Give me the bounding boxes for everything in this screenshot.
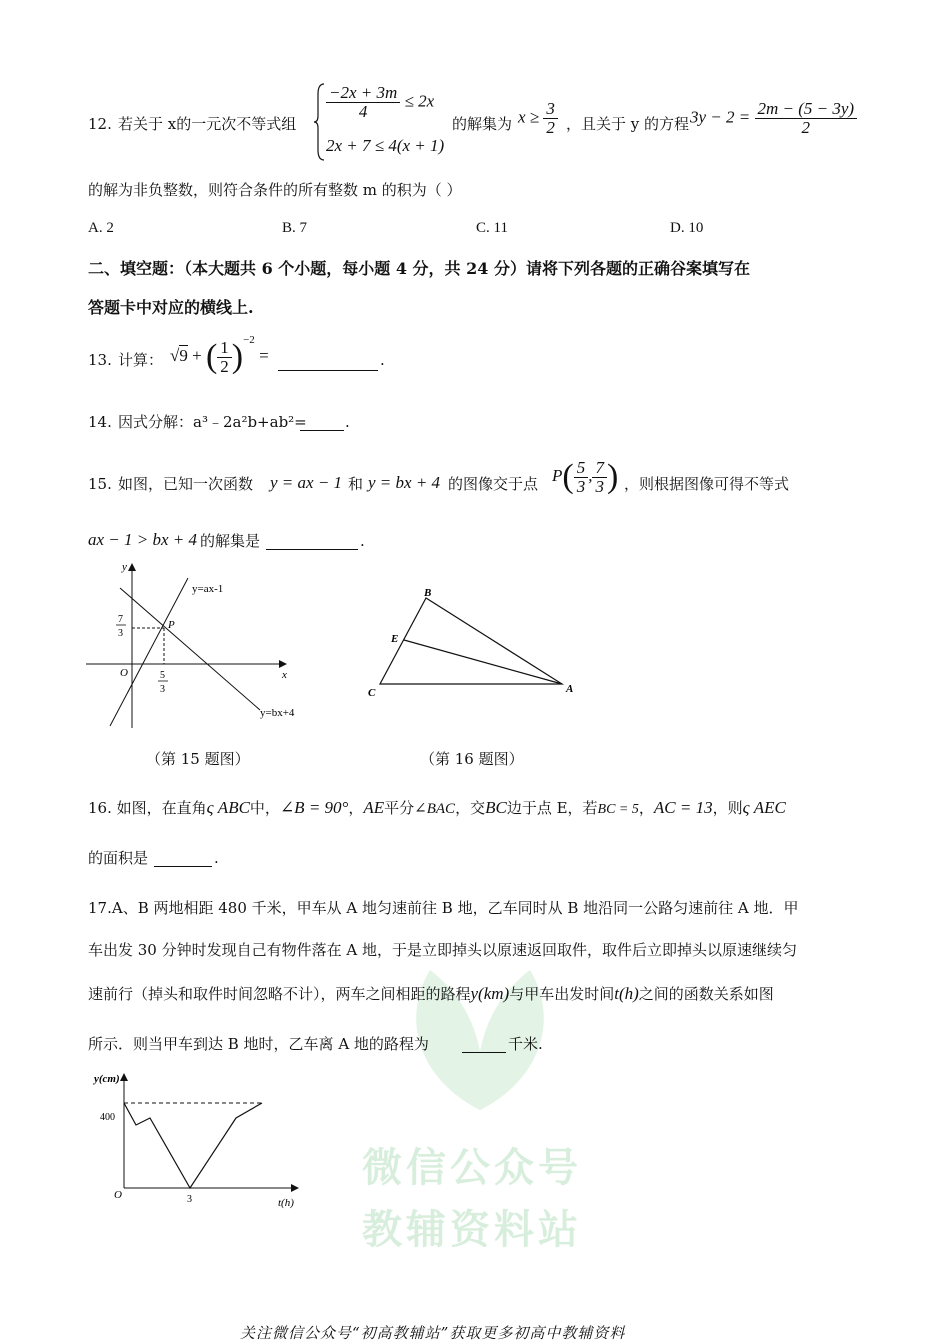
figure-16 — [362, 586, 582, 702]
q16-t6: 边于点 E，若 — [506, 799, 598, 817]
q16-line1 — [88, 798, 786, 820]
q13-exponent: −2 — [243, 334, 255, 346]
q17-number: 17. — [88, 899, 112, 917]
q16-t5: ，交 — [455, 799, 486, 817]
q14-number: 14. — [88, 413, 112, 431]
q13-equals: = — [259, 346, 269, 365]
q15-py-den: 3 — [595, 476, 604, 496]
q13-number: 13. — [88, 351, 112, 369]
q15-number: 15. — [88, 475, 112, 493]
q13-end: . — [380, 351, 385, 369]
sqrt-icon: √ — [170, 346, 180, 365]
fig15-xtick-den: 3 — [160, 684, 165, 695]
q12-ineq1-num: −2x + 3m — [326, 84, 400, 103]
q12-sol-lhs: x ≥ — [518, 107, 540, 127]
fig15-label-1: y=ax-1 — [192, 583, 224, 595]
q17-line1 — [88, 898, 799, 918]
q17-line4a: 所示．则当甲车到达 B 地时，乙车离 A 地的路程为 — [88, 1035, 429, 1053]
q16-ac13: AC = 13 — [653, 798, 713, 817]
fig17-tick-3: 3 — [187, 1194, 192, 1205]
q13-plus: + — [192, 346, 202, 365]
q14-end: . — [345, 413, 350, 431]
section2-heading-line1: 二、填空题：（本大题共 6 个小题，每小题 4 分，共 24 分）请将下列各题的正确谷案填写在 — [88, 259, 750, 278]
fig15-p-label: P — [168, 619, 175, 631]
q12-brace — [314, 82, 326, 162]
q15-lead: 如图，已知一次函数 — [118, 475, 254, 493]
q16-t3: ， — [348, 799, 364, 817]
q15-px-num: 5 — [574, 459, 589, 478]
q16-bac: ∠BAC — [414, 801, 456, 817]
section2-heading-line2: 答题卡中对应的横线上. — [88, 298, 254, 317]
q12-choice-c: C. 11 — [476, 220, 508, 236]
fig16-a: A — [566, 683, 574, 695]
q12-mid: 的解集为 — [452, 115, 513, 133]
q12-ineq1 — [326, 84, 434, 121]
q16-t1: 如图，在直角 — [116, 799, 207, 817]
q17-answer-blank[interactable] — [462, 1034, 506, 1053]
fig16-bisector — [404, 640, 562, 684]
fig17-origin: O — [114, 1189, 122, 1201]
q17-line3 — [88, 984, 774, 1004]
q15-line2: 的解集是 — [200, 532, 261, 550]
footer-promo: 关注微信公众号“初高教辅站”获取更多初高中教辅资料 — [240, 1324, 626, 1342]
fig16-c: C — [368, 687, 376, 699]
q17-line3c: 之间的函数关系如图 — [638, 985, 774, 1003]
q15-end: . — [360, 532, 365, 550]
q12-choice-a: A. 2 — [88, 220, 114, 236]
q17-ykm: y(km) — [470, 984, 510, 1003]
q16-t2: 中， — [249, 799, 280, 817]
figure-17 — [88, 1068, 308, 1210]
q15-answer-blank[interactable] — [266, 531, 358, 550]
fig15-y-label: y — [122, 561, 127, 573]
watermark-line2: 教辅资料站 — [362, 1207, 582, 1253]
q12-sol-den: 2 — [546, 118, 555, 137]
q17-line4b: 千米. — [508, 1035, 543, 1053]
q15-f2: y = bx + 4 — [368, 473, 441, 492]
q17-line3b: 与甲车出发时间 — [509, 985, 615, 1003]
fig17-tick-400: 400 — [100, 1112, 115, 1123]
q16-t7: ， — [638, 799, 654, 817]
q13-frac-num: 1 — [217, 339, 232, 358]
q16-tri1: ς ABC — [206, 798, 250, 817]
q13-expression: √9 + ( $\frac{1}{2}$ )$^{-2}$ = — [170, 334, 269, 376]
q12-choice-d: D. 10 — [670, 220, 704, 236]
q16-answer-blank[interactable] — [154, 848, 212, 867]
q13-answer-blank[interactable] — [278, 352, 378, 371]
q12-choice-b: B. 7 — [282, 220, 308, 236]
q13-sqrt-value: 9 — [179, 346, 188, 365]
q13-lead: 计算： — [118, 351, 164, 369]
q12-ineq1-den: 4 — [358, 102, 368, 121]
q15-px-den: 3 — [576, 476, 586, 496]
q16-t8: ，则 — [712, 799, 743, 817]
fig15-x-label: x — [282, 669, 287, 681]
fig15-ytick-den: 3 — [118, 628, 123, 639]
q15-tail: ，则根据图像可得不等式 — [624, 475, 790, 493]
fig15-origin: O — [120, 667, 128, 679]
q16-tri2: ς AEC — [742, 798, 786, 817]
q17-th: t(h) — [614, 984, 639, 1003]
fig15-line-bx+4 — [120, 588, 260, 710]
q17-line2: 车出发 30 分钟时发现自己有物件落在 A 地，于是立即掉头以原速返回取件，取件后立即掉头以原速继续匀 — [88, 941, 797, 959]
q15-line2-math: ax − 1 > bx + 4 — [88, 530, 198, 549]
q16-ae: AE — [363, 798, 385, 817]
q16-line2: 的面积是 — [88, 849, 149, 867]
fig16-e: E — [391, 633, 399, 645]
q16-bc5: BC = 5 — [597, 802, 639, 817]
watermark-line1: 微信公众号 — [362, 1145, 582, 1191]
q15-point: P( $\frac{5}{3}$ , $\frac{7}{3}$ ) — [552, 457, 619, 496]
q14-text: 因式分解：a³﹣2a²b+ab²= — [118, 413, 307, 431]
figure-15 — [80, 558, 320, 736]
fig16-caption: （第 16 题图） — [420, 750, 524, 768]
q12-solution — [518, 100, 558, 137]
fig15-xtick-num: 5 — [160, 670, 165, 681]
q12-number: 12. — [88, 115, 112, 133]
fig17-ylabel: y(cm) — [94, 1073, 120, 1085]
q12-ineq1-rhs: ≤ 2x — [404, 91, 435, 111]
fig17-xlabel: t(h) — [278, 1197, 294, 1209]
q15-point-label: P — [552, 465, 563, 485]
q17-line3a: 速前行（掉头和取件时间忽略不计），两车之间相距的路程 — [88, 985, 471, 1003]
q16-end: . — [214, 849, 219, 867]
q12-sol-num: 3 — [543, 100, 558, 119]
q16-number: 16. — [88, 799, 112, 817]
q16-angle: ∠B = 90° — [279, 798, 349, 817]
q12-eq-lhs: 3y − 2 = — [690, 107, 751, 127]
q12-lead: 若关于 x的一元次不等式组 — [118, 115, 297, 133]
q15-f1: y = ax − 1 — [270, 473, 343, 492]
q13-frac-den: 2 — [220, 356, 229, 376]
q16-bc: BC — [485, 798, 507, 817]
fig15-label-2: y=bx+4 — [260, 707, 295, 719]
q15-mid: 的图像交于点 — [448, 475, 539, 493]
q12-mid2: ，且关于 y 的方程 — [566, 115, 690, 133]
q12-eq-den: 2 — [801, 118, 811, 137]
q16-t4: 平分 — [384, 799, 415, 817]
fig16-b: B — [424, 587, 432, 599]
fig15-ytick-num: 7 — [118, 614, 123, 625]
q15-and: 和 — [348, 475, 364, 493]
q15-py-num: 7 — [592, 459, 607, 478]
fig15-caption: （第 15 题图） — [146, 750, 250, 768]
q12-equation — [690, 100, 857, 137]
fig17-graph-line — [124, 1103, 262, 1188]
fig15-line-ax-1 — [110, 578, 188, 726]
q12-line2: 的解为非负整数，则符合条件的所有整数 m 的积为（ ） — [88, 181, 462, 199]
q12-ineq2: 2x + 7 ≤ 4(x + 1) — [326, 136, 445, 155]
q17-line1-text: A、B 两地相距 480 千米，甲车从 A 地匀速前往 B 地，乙车同时从 B 地沿同一公路匀速前往 A 地．甲 — [111, 899, 799, 917]
q12-eq-num: 2m − (5 − 3y) — [755, 100, 858, 119]
q14-answer-blank[interactable] — [300, 412, 344, 431]
